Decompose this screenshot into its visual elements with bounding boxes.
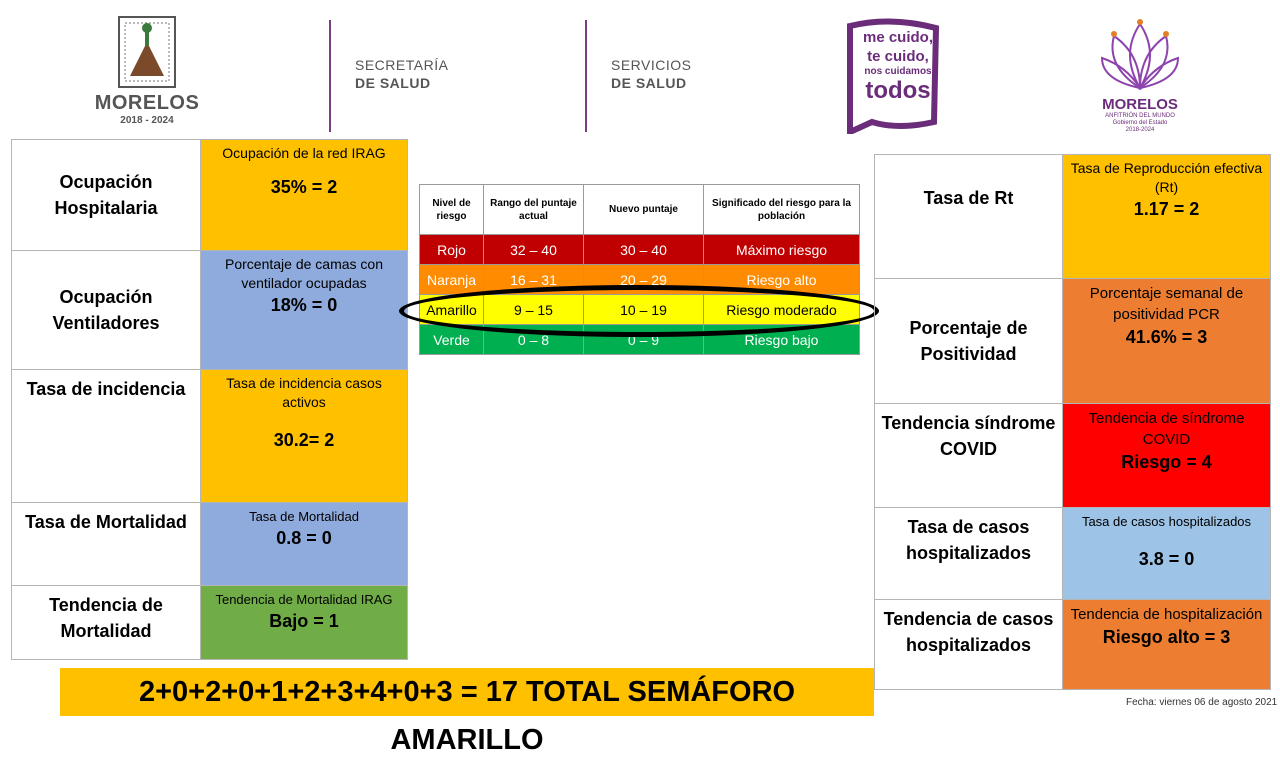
indicator-value: 1.17 = 2 [1133,199,1200,219]
brand-sub: Gobierno del Estado [1112,120,1168,126]
divider [329,20,331,132]
flower-icon [1100,14,1180,92]
morelos-brand-logo [1090,14,1190,138]
indicator-value: 35% = 2 [270,177,338,197]
indicator-cell [201,503,408,586]
state-years: 2018 - 2024 [120,115,174,126]
table-row [420,235,860,265]
risk-new-score: 10 – 19 [584,295,704,325]
indicator-caption: Porcentaje semanal de positividad PCR [1089,285,1244,323]
indicator-value: 0.8 = 0 [276,528,332,548]
indicator-caption: Tendencia de síndrome COVID [1088,410,1245,448]
indicator-cell [201,586,408,660]
risk-meaning: Máximo riesgo [704,235,860,265]
org-secretaria-line2: DE SALUD [355,75,431,91]
slogan-line3: nos cuidamos [864,66,932,77]
org-secretaria-line1: SECRETARÍA [355,57,449,73]
org-servicios [611,56,692,92]
indicator-cell [1063,155,1271,279]
indicator-label: Tasa de incidencia [12,370,201,503]
risk-meaning: Riesgo bajo [704,325,860,355]
risk-level: Verde [420,325,484,355]
column-header: Nuevo puntaje [584,185,704,235]
indicator-value: Riesgo alto = 3 [1102,627,1231,647]
indicator-cell [201,370,408,503]
org-secretaria [355,56,448,92]
state-name: MORELOS [94,92,200,114]
right-indicators-table [874,154,1271,690]
indicator-label: Porcentaje de Positividad [875,279,1063,404]
table-row [12,140,408,251]
left-indicators-table [11,139,408,660]
indicator-cell [201,140,408,251]
brand-years: 2018-2024 [1125,127,1155,133]
brand-name: MORELOS [1102,96,1178,113]
table-row [12,370,408,503]
indicator-caption: Tasa de Mortalidad [249,509,359,524]
indicator-value: 18% = 0 [270,295,338,315]
risk-range: 16 – 31 [484,265,584,295]
coat-of-arms-icon [116,14,178,90]
indicator-label: Tasa de Mortalidad [12,503,201,586]
indicator-value: 30.2= 2 [273,430,335,450]
indicator-label: Ocupación Hospitalaria [12,140,201,251]
slogan-line1: me cuido, [862,29,933,46]
indicator-cell [1063,279,1271,404]
risk-meaning: Riesgo alto [704,265,860,295]
indicator-cell [1063,600,1271,690]
indicator-label: Tendencia de Mortalidad [12,586,201,660]
indicator-cell [1063,404,1271,508]
risk-new-score: 20 – 29 [584,265,704,295]
org-servicios-line1: SERVICIOS [611,57,692,73]
campaign-slogan-logo [838,18,942,134]
table-row [875,508,1271,600]
brand-tagline: ANFITRIÓN DEL MUNDO [1105,113,1175,119]
table-row [875,404,1271,508]
risk-level: Amarillo [420,295,484,325]
risk-new-score: 30 – 40 [584,235,704,265]
highlight-ellipse [399,285,879,337]
indicator-label: Tasa de Rt [875,155,1063,279]
table-row [875,600,1271,690]
indicator-value: Bajo = 1 [269,611,339,631]
column-header: Significado del riesgo para la población [704,185,860,235]
indicator-cell [1063,508,1271,600]
risk-level: Rojo [420,235,484,265]
indicator-value: 3.8 = 0 [1138,549,1195,569]
report-date: Fecha: viernes 06 de agosto 2021 [1126,697,1278,708]
indicator-value: 41.6% = 3 [1125,327,1208,347]
table-header-row [420,185,860,235]
risk-level: Naranja [420,265,484,295]
org-servicios-line2: DE SALUD [611,75,687,91]
slogan-line2: te cuido, [867,48,929,65]
table-row [12,251,408,370]
slogan-line4: todos [865,77,931,104]
risk-range: 32 – 40 [484,235,584,265]
indicator-caption: Tendencia de hospitalización [1070,606,1263,623]
column-header: Nivel de riesgo [420,185,484,235]
divider [585,20,587,132]
indicator-caption: Tasa de Reproducción efectiva (Rt) [1070,160,1263,195]
indicator-label: Tendencia síndrome COVID [875,404,1063,508]
table-row [12,503,408,586]
indicator-label: Ocupación Ventiladores [12,251,201,370]
indicator-label: Tendencia de casos hospitalizados [875,600,1063,690]
indicator-caption: Tendencia de Mortalidad IRAG [215,592,393,607]
slogan-text [856,28,940,104]
indicator-caption: Ocupación de la red IRAG [222,145,386,161]
risk-meaning: Riesgo moderado [704,295,860,325]
total-score-banner: 2+0+2+0+1+2+3+4+0+3 = 17 TOTAL SEMÁFORO AMARILLO [60,668,874,716]
indicator-label: Tasa de casos hospitalizados [875,508,1063,600]
table-row [12,586,408,660]
morelos-state-logo [92,14,202,138]
table-row [875,155,1271,279]
indicator-cell [201,251,408,370]
risk-range: 0 – 8 [484,325,584,355]
risk-range: 9 – 15 [484,295,584,325]
indicator-caption: Tasa de casos hospitalizados [1081,514,1252,529]
indicator-caption: Tasa de incidencia casos activos [226,375,382,410]
table-row [875,279,1271,404]
column-header: Rango del puntaje actual [484,185,584,235]
indicator-caption: Porcentaje de camas con ventilador ocupadas [225,256,383,291]
indicator-value: Riesgo = 4 [1121,452,1212,472]
risk-new-score: 0 – 9 [584,325,704,355]
